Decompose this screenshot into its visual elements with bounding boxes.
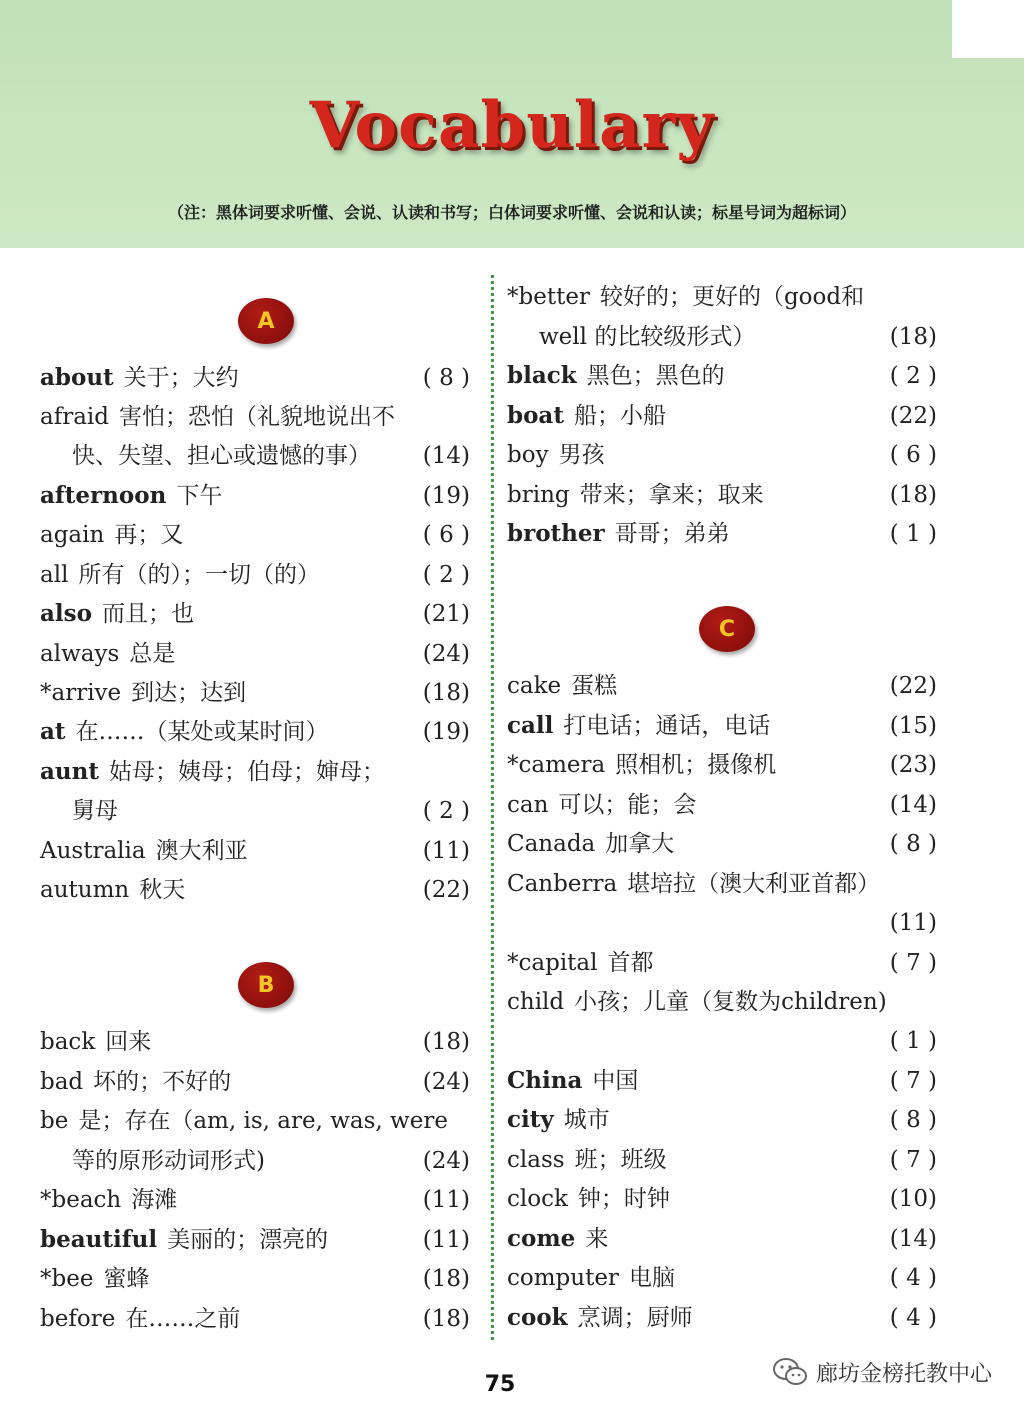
vocab-page: (24) — [422, 1148, 470, 1174]
vocab-meaning: 城市 — [563, 1107, 610, 1133]
vocab-meaning: 害怕；恐怕（礼貌地说出不 — [119, 404, 396, 430]
vocab-word: China — [507, 1067, 583, 1094]
vocab-row — [507, 864, 937, 904]
vocab-page: ( 7 ) — [889, 950, 937, 976]
vocab-meaning: 照相机；摄像机 — [615, 752, 777, 778]
vocab-row — [507, 1258, 937, 1298]
vocab-row — [40, 831, 470, 871]
vocab-row — [507, 475, 937, 515]
vocab-page: (18) — [889, 324, 937, 350]
vocab-row — [507, 277, 937, 317]
vocab-word: computer — [507, 1265, 619, 1291]
vocab-meaning: 坏的；不好的 — [93, 1069, 232, 1095]
vocab-word: cake — [507, 673, 562, 699]
vocab-meaning: 美丽的；漂亮的 — [167, 1227, 329, 1253]
vocab-meaning: 舅母 — [72, 798, 118, 824]
vocab-row — [40, 1220, 470, 1260]
vocab-word: class — [507, 1147, 565, 1173]
vocab-page: ( 2 ) — [889, 363, 937, 389]
vocab-row — [507, 943, 937, 983]
badge-letter: B — [257, 972, 275, 998]
vocab-page: ( 8 ) — [889, 831, 937, 857]
vocab-word: at — [40, 718, 66, 745]
column-divider — [491, 275, 494, 1340]
vocab-page: ( 8 ) — [422, 365, 470, 391]
vocab-page: (14) — [422, 443, 470, 469]
vocab-meaning: 可以；能；会 — [558, 792, 697, 818]
vocab-page: ( 6 ) — [889, 442, 937, 468]
vocab-page: (18) — [422, 1306, 470, 1332]
vocab-meaning: 首都 — [607, 950, 654, 976]
vocab-row — [507, 514, 937, 554]
vocab-meaning: 快、失望、担心或遗憾的事） — [72, 443, 371, 469]
vocab-page: (14) — [889, 792, 937, 818]
vocab-row — [40, 1180, 470, 1220]
vocab-row — [507, 435, 937, 475]
vocab-meaning: 澳大利亚 — [155, 838, 248, 864]
vocab-page: (22) — [889, 673, 937, 699]
vocab-row — [40, 358, 470, 398]
vocab-page: (11) — [889, 910, 937, 936]
vocab-word: again — [40, 522, 105, 548]
vocab-word: *arrive — [40, 680, 122, 706]
vocab-meaning: 带来；拿来；取来 — [579, 482, 764, 508]
vocab-row — [40, 476, 470, 516]
vocab-meaning: 小孩；儿童（复数为children) — [574, 989, 887, 1015]
vocab-row — [507, 666, 937, 706]
vocab-meaning: 蛋糕 — [571, 673, 618, 699]
vocab-page: (18) — [422, 680, 470, 706]
vocab-page: (15) — [889, 713, 937, 739]
vocab-page: ( 6 ) — [422, 522, 470, 548]
vocab-row — [507, 1179, 937, 1219]
vocab-meaning: 电脑 — [628, 1265, 675, 1291]
vocab-meaning: 回来 — [105, 1029, 152, 1055]
vocab-meaning: 班；班级 — [574, 1147, 667, 1173]
vocab-word: also — [40, 600, 92, 627]
vocab-meaning: 加拿大 — [605, 831, 675, 857]
vocab-word: clock — [507, 1186, 568, 1212]
vocab-meaning: 烹调；厨师 — [577, 1305, 693, 1331]
vocab-word: can — [507, 792, 549, 818]
vocab-page: (24) — [422, 1069, 470, 1095]
vocab-page: (23) — [889, 752, 937, 778]
vocab-meaning: 中国 — [592, 1068, 639, 1094]
vocab-meaning: well 的比较级形式） — [539, 324, 756, 350]
vocab-row — [507, 396, 937, 436]
vocab-page: (10) — [889, 1186, 937, 1212]
legend-note: （注：黑体词要求听懂、会说、认读和书写；白体词要求听懂、会说和认读；标星号词为超标词） — [167, 203, 856, 222]
vocab-row — [40, 397, 470, 437]
vocab-meaning: 船；小船 — [573, 403, 666, 429]
vocab-row — [507, 785, 937, 825]
vocab-meaning: 再；又 — [114, 522, 184, 548]
vocab-row — [40, 594, 470, 634]
vocab-page: (19) — [422, 719, 470, 745]
page-title: Vocabulary — [309, 88, 715, 163]
section-badge-a — [238, 298, 294, 344]
vocab-row — [507, 706, 937, 746]
vocab-word: brother — [507, 520, 605, 547]
vocab-page: ( 1 ) — [889, 521, 937, 547]
vocab-row-continued — [40, 791, 470, 831]
header-banner — [0, 0, 1024, 248]
vocab-page: (11) — [422, 1187, 470, 1213]
vocab-meaning: 总是 — [129, 641, 176, 667]
vocab-word: always — [40, 641, 120, 667]
section-badge-c — [699, 606, 755, 652]
vocab-row — [40, 1101, 470, 1141]
vocab-row — [40, 673, 470, 713]
vocab-word: bad — [40, 1069, 84, 1095]
vocab-row — [40, 1062, 470, 1102]
vocab-page: ( 2 ) — [422, 798, 470, 824]
vocab-row — [507, 745, 937, 785]
vocab-page: ( 7 ) — [889, 1147, 937, 1173]
vocab-word: boy — [507, 442, 549, 468]
vocab-word: Canberra — [507, 871, 618, 897]
vocab-word: *beach — [40, 1187, 122, 1213]
vocab-word: afternoon — [40, 482, 167, 509]
vocab-meaning: 秋天 — [139, 877, 186, 903]
vocab-page: (21) — [422, 601, 470, 627]
vocab-page: (11) — [422, 1227, 470, 1253]
vocab-page: ( 8 ) — [889, 1107, 937, 1133]
section-badge-b — [238, 962, 294, 1008]
vocab-meaning: 在……之前 — [125, 1306, 241, 1332]
vocab-meaning: 等的原形动词形式) — [72, 1148, 265, 1174]
vocab-page: (18) — [422, 1029, 470, 1055]
vocab-word: boat — [507, 402, 564, 429]
vocab-meaning: 较好的；更好的（good和 — [599, 284, 865, 310]
vocab-meaning: 来 — [585, 1226, 609, 1252]
wechat-icon — [772, 1357, 808, 1387]
vocab-meaning: 黑色；黑色的 — [586, 363, 725, 389]
vocab-row-continued — [507, 903, 937, 943]
vocab-meaning: 而且；也 — [101, 601, 194, 627]
vocab-meaning: 姑母；姨母；伯母；婶母； — [108, 759, 385, 785]
vocab-meaning: 海滩 — [131, 1187, 178, 1213]
vocab-page: (11) — [422, 838, 470, 864]
vocab-row — [507, 1100, 937, 1140]
vocab-row — [40, 1299, 470, 1339]
vocab-word: come — [507, 1225, 576, 1252]
vocab-row — [40, 712, 470, 752]
vocab-meaning: 蜜蜂 — [103, 1266, 150, 1292]
vocab-meaning: 关于；大约 — [123, 365, 239, 391]
vocab-meaning: 打电话；通话，电话 — [563, 713, 771, 739]
vocab-word: child — [507, 989, 565, 1015]
vocab-row — [507, 1061, 937, 1101]
vocab-row — [507, 1140, 937, 1180]
vocab-row-continued — [40, 1141, 470, 1181]
badge-letter: C — [718, 616, 736, 642]
vocab-word: Canada — [507, 831, 596, 857]
vocab-meaning: 在……（某处或某时间） — [75, 719, 329, 745]
vocab-word: beautiful — [40, 1226, 158, 1253]
vocab-row — [40, 752, 470, 792]
vocab-word: autumn — [40, 877, 130, 903]
page-number: 75 — [484, 1372, 516, 1397]
vocab-row — [507, 824, 937, 864]
vocab-page: (24) — [422, 641, 470, 667]
vocab-row-continued — [507, 1021, 937, 1061]
vocab-row — [40, 870, 470, 910]
vocab-row — [507, 982, 937, 1022]
vocab-meaning: 堪培拉（澳大利亚首都） — [627, 871, 881, 897]
vocab-row-continued — [40, 436, 470, 476]
vocab-page: ( 2 ) — [422, 562, 470, 588]
vocab-word: *capital — [507, 950, 598, 976]
vocab-page: ( 1 ) — [889, 1028, 937, 1054]
vocab-word: city — [507, 1106, 554, 1133]
vocab-row — [40, 555, 470, 595]
vocab-row — [40, 1022, 470, 1062]
vocab-row — [40, 1259, 470, 1299]
vocab-page: (14) — [889, 1226, 937, 1252]
vocab-page: ( 7 ) — [889, 1068, 937, 1094]
vocab-row — [40, 515, 470, 555]
vocab-word: *bee — [40, 1266, 94, 1292]
vocab-word: *camera — [507, 752, 606, 778]
vocab-word: *better — [507, 284, 590, 310]
vocab-page: (22) — [422, 877, 470, 903]
vocab-row — [507, 356, 937, 396]
vocab-meaning: 男孩 — [558, 442, 605, 468]
vocab-word: about — [40, 364, 114, 391]
vocab-page: ( 4 ) — [889, 1305, 937, 1331]
watermark — [772, 1352, 992, 1392]
vocab-word: before — [40, 1306, 116, 1332]
vocab-word: all — [40, 562, 69, 588]
vocab-meaning: 是；存在（am, is, are, was, were — [78, 1108, 448, 1134]
vocab-page: (19) — [422, 483, 470, 509]
vocab-row-continued — [507, 317, 937, 357]
vocab-page: (18) — [889, 482, 937, 508]
vocab-word: aunt — [40, 758, 99, 785]
watermark-text: 廊坊金榜托教中心 — [815, 1361, 992, 1387]
vocab-page: (22) — [889, 403, 937, 429]
vocab-row — [507, 1298, 937, 1338]
vocab-meaning: 到达；达到 — [131, 680, 247, 706]
vocab-word: Australia — [40, 838, 146, 864]
badge-letter: A — [257, 308, 275, 334]
vocab-row — [40, 634, 470, 674]
vocab-meaning: 所有（的）；一切（的） — [78, 562, 320, 588]
vocab-word: bring — [507, 482, 570, 508]
vocab-word: be — [40, 1108, 69, 1134]
vocab-page: ( 4 ) — [889, 1265, 937, 1291]
vocab-meaning: 钟；时钟 — [577, 1186, 670, 1212]
vocab-word: black — [507, 362, 577, 389]
vocab-word: call — [507, 712, 554, 739]
vocab-word: back — [40, 1029, 96, 1055]
vocab-word: afraid — [40, 404, 110, 430]
vocab-row — [507, 1219, 937, 1259]
vocab-page: (18) — [422, 1266, 470, 1292]
vocab-meaning: 哥哥；弟弟 — [614, 521, 730, 547]
corner-blank — [952, 0, 1024, 58]
vocab-meaning: 下午 — [176, 483, 223, 509]
vocab-word: cook — [507, 1304, 568, 1331]
